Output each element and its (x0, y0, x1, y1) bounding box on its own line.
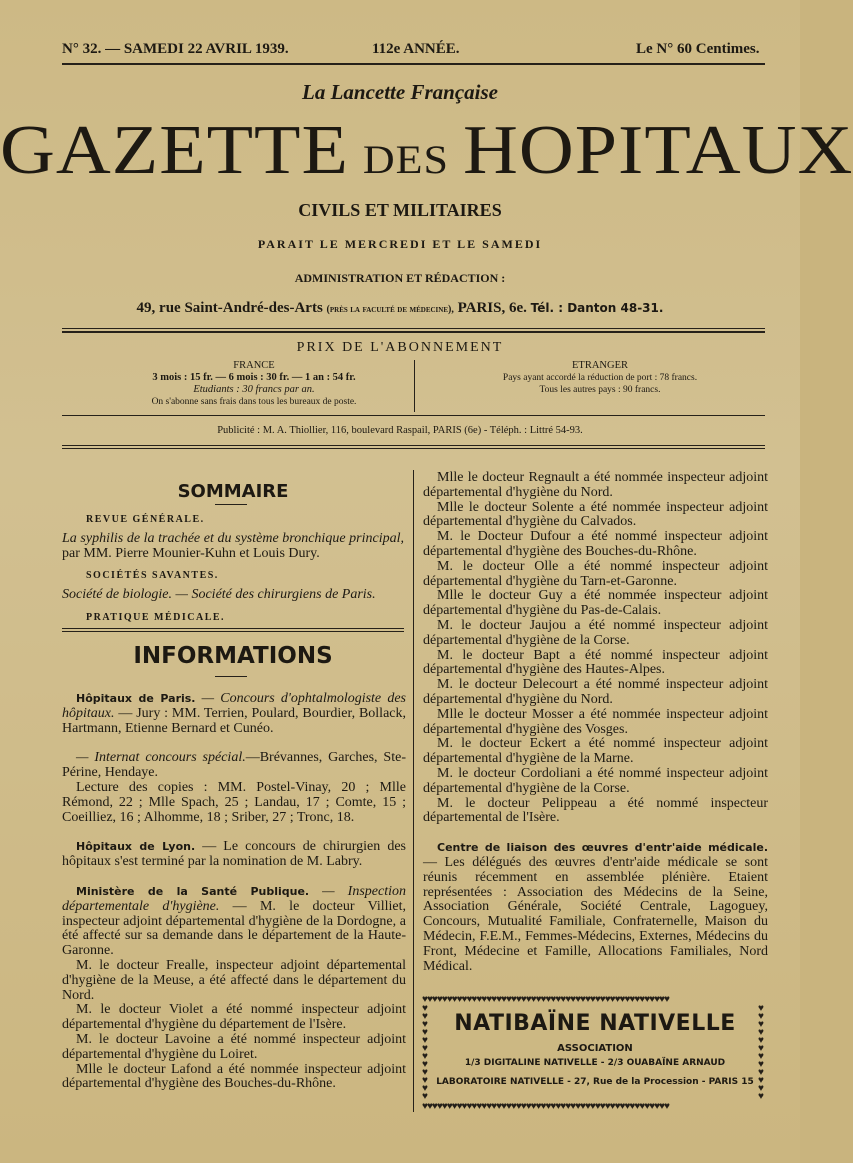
column-divider (413, 470, 414, 1112)
ad-composition: 1/3 DIGITALINE NATIVELLE - 2/3 OUABAÏNE ARNAUD (464, 1058, 726, 1068)
publicite-rule-thin2 (62, 448, 765, 449)
title-gazette: GAZETTE (0, 111, 349, 189)
appointment-item: Mlle le docteur Regnault a été nommée inspecteur adjoint départemental d'hygiène du Nord. (423, 470, 768, 500)
etranger-label: ETRANGER (572, 360, 628, 371)
etranger-reduction: Pays ayant accordé la réduction de port : 78 francs. (502, 373, 698, 383)
ad-association: ASSOCIATION (557, 1043, 633, 1054)
appointment-item: M. le Docteur Dufour a été nommé inspecteur adjoint départemental d'hygiène des Bouches-du-Rhône. (423, 529, 768, 559)
sommaire-title: SOMMAIRE (177, 481, 289, 502)
info-ministere: Ministère de la Santé Publique. — Inspection départementale d'hygiène. — M. le docteur Villiet, inspecteur adjoint départemental d'hygiène de la Dordogne, a été affecté sur sa demande dans le département de la Haute-Garonne. (62, 883, 406, 959)
address-street: 49, rue Saint-André-des-Arts (136, 300, 323, 316)
info-hopitaux-paris: Hôpitaux de Paris. — Concours d'ophtalmologiste des hôpitaux. — Jury : MM. Terrien, Poulard, Bourdier, Bollack, Hartmann, Etienne Bernard et Cunéo. (62, 691, 406, 736)
subscription-rule (62, 415, 765, 416)
advertisement-box[interactable] (422, 995, 768, 1112)
issue-number: N° 32. — SAMEDI 22 AVRIL 1939. (62, 41, 289, 57)
header-rule (62, 63, 765, 65)
ad-laboratory: LABORATOIRE NATIVELLE - 27, Rue de la Procession - PARIS 15 (436, 1077, 754, 1087)
subscription-france (104, 360, 404, 408)
title-hopitaux: HOPITAUX (463, 111, 853, 189)
sommaire-rule1 (62, 628, 404, 629)
sommaire-societes-heading: SOCIÉTÉS SAVANTES. (86, 570, 219, 582)
sommaire-pratique-heading[interactable]: PRATIQUE MÉDICALE. (86, 611, 226, 623)
appointment-item: M. le docteur Delecourt a été nommé inspecteur adjoint départemental d'hygiène du Nord. (423, 677, 768, 707)
civils-militaires: CIVILS ET MILITAIRES (298, 200, 502, 220)
info-lafond: Mlle le docteur Lafond a été nommée inspecteur adjoint départemental d'hygiène des Bouches-du-Rhône. (62, 1061, 406, 1092)
info-internat: — Internat concours spécial.—Brévannes, Garches, Ste-Périne, Hendaye. (62, 750, 406, 781)
sommaire-revue-entry[interactable] (62, 532, 404, 562)
publicite-rule-thin (62, 445, 765, 446)
sommaire-underline (215, 504, 247, 505)
informations-title: INFORMATIONS (133, 643, 333, 669)
right-column-body (423, 471, 768, 974)
title-des: DES (362, 136, 450, 182)
heart-border-icon: ♥ ♥ ♥ ♥ ♥ ♥ ♥ ♥ ♥ ♥ ♥ ♥ (422, 1003, 428, 1102)
centre-liaison: Centre de liaison des œuvres d'entr'aide médicale. — Les délégués des œuvres d'entr'aide médicale se sont réunis récemment en assemblée plénière. Etaient représentées : Association des Médecins de la Seine, Association Générale, Société Centrale, Lagoguey, Concours, Mutualité Familiale, Confraternelle, Maison du Médecin, F.E.M., Femmes-Médecins, Externes, Médecins du Front, Médecine et Famille, Allocations Familiales, Nord Médical. (423, 841, 768, 974)
address-city: PARIS, 6e. (457, 300, 527, 316)
publicite-line: Publicité : M. A. Thiollier, 116, boulevard Raspail, PARIS (6e) - Téléph. : Littré 54-93. (217, 425, 583, 436)
appointment-item: M. le docteur Eckert a été nommé inspecteur adjoint départemental d'hygiène de la Marne. (423, 736, 768, 767)
masthead-subtitle: La Lancette Française (302, 80, 498, 104)
address-note: (près la faculté de médecine), (326, 304, 454, 315)
info-lavoine: M. le docteur Lavoine a été nommé inspecteur adjoint départemental d'hygiène du Loiret. (62, 1031, 406, 1062)
year-label: 112e ANNÉE. (372, 41, 460, 57)
informations-body (62, 692, 406, 1092)
admin-line: ADMINISTRATION ET RÉDACTION : (294, 271, 506, 285)
france-rates: 3 mois : 15 fr. — 6 mois : 30 fr. — 1 an : 54 fr. (152, 372, 356, 383)
etranger-other: Tous les autres pays : 90 francs. (539, 385, 661, 395)
appointment-item: Mlle le docteur Solente a été nommée inspecteur adjoint départemental d'hygiène du Calvados. (423, 499, 768, 530)
appointment-item: Mlle le docteur Guy a été nommée inspecteur adjoint départemental d'hygiène du Pas-de-Calais. (423, 588, 768, 619)
sommaire-body (62, 513, 404, 626)
ad-title: NATIBAÏNE NATIVELLE (454, 1011, 736, 1036)
sommaire-revue-heading: REVUE GÉNÉRALE. (86, 514, 205, 525)
heart-border-icon: ♥♥♥♥♥♥♥♥♥♥♥♥♥♥♥♥♥♥♥♥♥♥♥♥♥♥♥♥♥♥♥♥♥♥♥♥♥♥♥♥♥♥♥♥♥♥♥♥♥♥ (422, 994, 669, 1005)
address-tel: Tél. : Danton 48-31. (530, 301, 664, 315)
france-poste: On s'abonne sans frais dans tous les bureaux de poste. (151, 397, 357, 407)
info-violet: M. le docteur Violet a été nommé inspecteur adjoint départemental d'hygiène du département de l'Isère. (62, 1002, 406, 1033)
info-hopitaux-lyon: Hôpitaux de Lyon. — Le concours de chirurgien des hôpitaux s'est terminé par la nomination de M. Labry. (62, 839, 406, 870)
heart-border-icon: ♥ ♥ ♥ ♥ ♥ ♥ ♥ ♥ ♥ ♥ ♥ ♥ (758, 1003, 764, 1102)
price-label: Le N° 60 Centimes. (636, 41, 760, 57)
appointment-item: M. le docteur Pelippeau a été nommé inspecteur départemental de l'Isère. (423, 795, 768, 826)
masthead-rule-thick (62, 331, 765, 333)
heart-border-icon: ♥♥♥♥♥♥♥♥♥♥♥♥♥♥♥♥♥♥♥♥♥♥♥♥♥♥♥♥♥♥♥♥♥♥♥♥♥♥♥♥♥♥♥♥♥♥♥♥♥♥ (422, 1101, 669, 1112)
subscription-divider (414, 360, 415, 412)
sommaire-societes-entry[interactable]: Société de biologie. — Société des chirurgiens de Paris. (62, 587, 376, 603)
appointment-item: Mlle le docteur Mosser a été nommée inspecteur adjoint départemental d'hygiène des Vosges. (423, 706, 768, 737)
subscription-etranger (440, 360, 760, 396)
masthead-title (0, 111, 853, 197)
appointment-item: M. le docteur Jaujou a été nommé inspecteur adjoint départemental d'hygiène de la Corse. (423, 617, 768, 648)
subscription-title: PRIX DE L'ABONNEMENT (296, 340, 504, 355)
masthead-rule-thin (62, 328, 765, 329)
info-lecture-copies: Lecture des copies : MM. Postel-Vinay, 20 ; Mlle Rémond, 22 ; Mlle Spach, 25 ; Landau, 17 ; Comte, 15 ; Coeilliez, 16 ; Alhomme, 18 ; Sriber, 27 ; Tronc, 18. (62, 779, 406, 825)
address-line (0, 300, 800, 317)
revue-italic-title: La syphilis de la trachée et du système bronchique principal, (62, 530, 404, 546)
appointment-item: M. le docteur Olle a été nommé inspecteur adjoint départemental d'hygiène du Tarn-et-Garonne. (423, 558, 768, 589)
info-frealle: M. le docteur Frealle, inspecteur adjoint départemental d'hygiène de la Meuse, a été affecté dans le département du Nord. (62, 957, 406, 1003)
appointment-item: M. le docteur Bapt a été nommé inspecteur adjoint départemental d'hygiène des Hautes-Alpes. (423, 647, 768, 678)
revue-authors: par MM. Pierre Mounier-Kuhn et Louis Dury. (62, 545, 320, 561)
sommaire-rule2 (62, 631, 404, 632)
france-label: FRANCE (233, 360, 275, 371)
appointment-item: M. le docteur Cordoliani a été nommé inspecteur adjoint départemental d'hygiène de la Corse. (423, 765, 768, 796)
france-students: Etudiants : 30 francs par an. (193, 384, 315, 395)
informations-underline (215, 676, 247, 677)
parait-line: PARAIT LE MERCREDI ET LE SAMEDI (257, 237, 543, 251)
